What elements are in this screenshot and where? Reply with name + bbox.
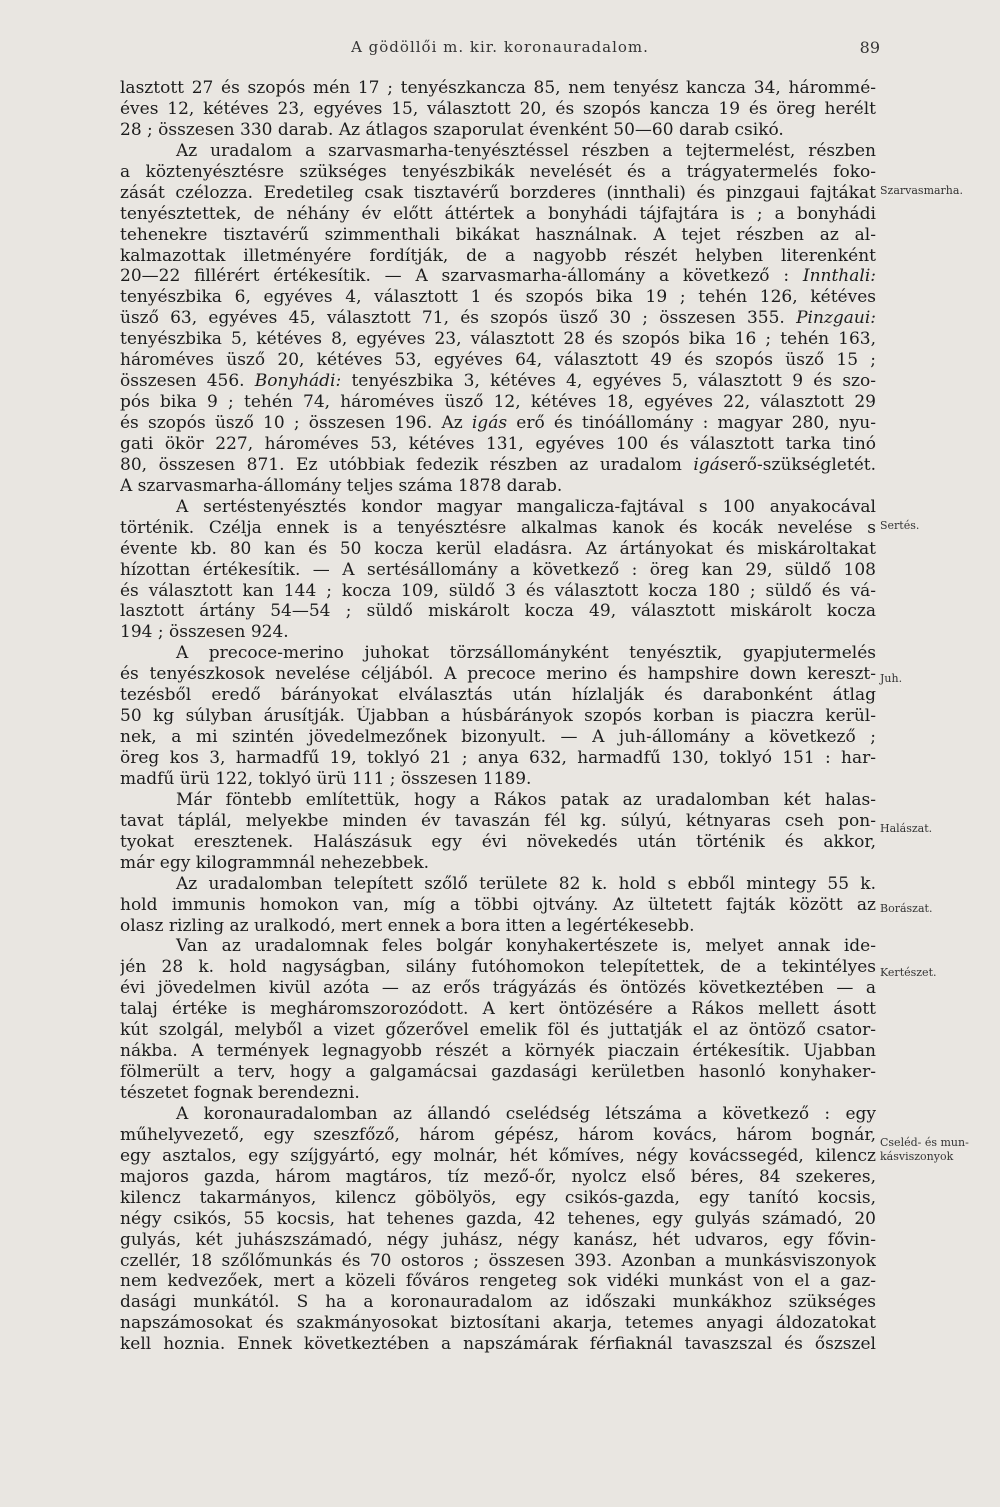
text-line: hároméves üsző 20, kétéves 53, egyéves 64, választott 49 és szopós üsző 15 ; xyxy=(120,350,876,371)
margin-note-munkasviszonyok: kásviszonyok xyxy=(880,1150,954,1163)
text-line: tyokat eresztenek. Halászásuk egy évi növekedés után történik és akkor, xyxy=(120,831,876,852)
text-line: A koronauradalomban az állandó cselédség létszáma a következő : egy xyxy=(176,1103,876,1124)
text-line: tészetet fognak berendezni. xyxy=(120,1083,360,1103)
text-line: gati ökör 227, hároméves 53, kétéves 131, egyéves 100 és választott tarka tinó xyxy=(120,433,876,454)
text-line: kalmazottak illetményére fordítják, de a nagyobb részét helyben literenként xyxy=(120,245,876,266)
text-line: összesen 456. Bonyhádi: tenyészbika 3, kétéves 4, egyéves 5, választott 9 és szo- xyxy=(120,371,876,392)
text-line: kút szolgál, melyből a vizet gőzerővel emelik föl és juttatják el az öntöző csator- xyxy=(120,1020,876,1041)
margin-note-kerteszet: Kertészet. xyxy=(880,966,937,979)
text-line: Már föntebb említettük, hogy a Rákos patak az uradalomban két halas- xyxy=(176,789,876,810)
text-line: hold immunis homokon van, míg a többi ojtvány. Az ültetett fajták között az xyxy=(120,894,876,915)
text-line: tezésből eredő bárányokat elválasztás után hízlalják és darabonként átlag xyxy=(120,685,876,706)
text-line: tavat táplál, melyekbe minden év tavaszán fél kg. súlyú, kétnyaras cseh pon- xyxy=(120,810,876,831)
text-line: A precoce-merino juhokat törzsállományként tenyésztik, gyapjutermelés xyxy=(176,643,876,664)
text-line: egy asztalos, egy szíjgyártó, egy molnár, hét kőmíves, négy kovácssegéd, kilencz xyxy=(120,1145,876,1166)
running-head xyxy=(120,38,880,60)
text-line: éves 12, kétéves 23, egyéves 15, választott 20, és szopós kancza 19 és öreg herélt xyxy=(120,98,876,119)
text-line: A szarvasmarha-állomány teljes száma 1878 darab. xyxy=(120,475,563,496)
text-line: nek, a mi szintén jövedelmezőnek bizonyult. — A juh-állomány a következő ; xyxy=(120,727,876,748)
text-line: tenyészbika 6, egyéves 4, választott 1 és szopós bika 19 ; tehén 126, kétéves xyxy=(120,287,876,308)
text-line: lasztott 27 és szopós mén 17 ; tenyészkancza 85, nem tenyész kancza 34, hárommé- xyxy=(120,78,876,98)
text-line: A sertéstenyésztés kondor magyar mangalicza-fajtával s 100 anyakocával xyxy=(176,496,876,517)
text-line: kell hoznia. Ennek következtében a napszámárak férfiaknál tavaszszal és őszszel xyxy=(120,1334,876,1355)
text-line: jén 28 k. hold nagyságban, silány futóhomokon telepítettek, de a tekintélyes xyxy=(120,957,876,978)
text-line: 80, összesen 871. Ez utóbbiak fedezik részben az uradalom igáserő-szükségletét. xyxy=(120,454,876,475)
text-line: gulyás, két juhászszámadó, négy juhász, négy kanász, hét udvaros, egy fővin- xyxy=(120,1229,876,1250)
body-text xyxy=(120,78,876,1355)
text-line: a köztenyésztésre szükséges tenyészbikák nevelését és a trágyatermelés foko- xyxy=(120,161,876,182)
text-line: és tenyészkosok nevelése céljából. A precoce merino és hampshire down kereszt- xyxy=(120,664,876,685)
margin-note-szarvasmarha: Szarvasmarha. xyxy=(880,184,963,197)
margin-note-boraszat: Borászat. xyxy=(880,902,933,915)
text-line: üsző 63, egyéves 45, választott 71, és szopós üsző 30 ; összesen 355. Pinzgaui: xyxy=(120,308,876,329)
text-line: nákba. A termények legnagyobb részét a környék piaczain értékesítik. Ujabban xyxy=(120,1041,876,1062)
text-line: évente kb. 80 kan és 50 kocza kerül eladásra. Az ártányokat és miskároltakat xyxy=(120,538,876,559)
text-line: kilencz takarmányos, kilencz göbölyös, egy csikós-gazda, egy tanító kocsis, xyxy=(120,1187,876,1208)
text-line: tenyészbika 5, kétéves 8, egyéves 23, választott 28 és szopós bika 16 ; tehén 163, xyxy=(120,329,876,350)
text-line: madfű ürü 122, toklyó ürü 111 ; összesen 1189. xyxy=(120,768,532,789)
text-line: és választott kan 144 ; kocza 109, süldő 3 és választott kocza 180 ; süldő és vá- xyxy=(120,580,876,601)
text-line: czellér, 18 szőlőmunkás és 70 ostoros ; összesen 393. Azonban a munkásviszonyok xyxy=(120,1250,876,1271)
text-line: öreg kos 3, harmadfű 19, toklyó 21 ; anya 632, harmadfű 130, toklyó 151 : har- xyxy=(120,748,876,768)
text-line: tehenekre tisztavérű szimmenthali bikákat használnak. A tejet részben az al- xyxy=(120,224,876,245)
text-line: pós bika 9 ; tehén 74, hároméves üsző 12, kétéves 18, egyéves 22, választott 29 xyxy=(120,392,876,413)
text-line: dasági munkától. S ha a koronauradalom az időszaki munkákhoz szükséges xyxy=(120,1292,876,1313)
text-line: évi jövedelmen kivül azóta — az erős trágyázás és öntözés következtében — a xyxy=(120,978,876,999)
margin-note-cseled: Cseléd- és mun- xyxy=(880,1136,969,1149)
text-line: hízottan értékesítik. — A sertésállomány a következő : öreg kan 29, süldő 108 xyxy=(120,559,876,580)
text-line: már egy kilogrammnál nehezebbek. xyxy=(120,852,430,873)
page-number: 89 xyxy=(859,38,880,57)
text-line: zását czélozza. Eredetileg csak tisztavérű borzderes (innthali) és pinzgaui fajtákat xyxy=(120,182,876,203)
margin-note-juh: Juh. xyxy=(880,672,903,685)
text-line: lasztott ártány 54—54 ; süldő miskárolt kocza 49, választott miskárolt kocza xyxy=(120,601,876,622)
text-line: és szopós üsző 10 ; összesen 196. Az igás erő és tinóállomány : magyar 280, nyu- xyxy=(120,413,876,433)
text-line: napszámosokat és szakmányosokat biztosítani akarja, tetemes anyagi áldozatokat xyxy=(120,1313,876,1334)
running-title: A gödöllői m. kir. koronauradalom. xyxy=(351,38,649,56)
text-line: tenyésztettek, de néhány év előtt áttértek a bonyhádi tájfajtára is ; a bonyhádi xyxy=(120,203,876,224)
margin-note-sertes: Sertés. xyxy=(880,519,920,532)
text-line: 194 ; összesen 924. xyxy=(120,622,289,643)
text-line: Az uradalom a szarvasmarha-tenyésztéssel részben a tejtermelést, részben xyxy=(176,140,876,161)
text-line: történik. Czélja ennek is a tenyésztésre alkalmas kanok és kocák nevelése s xyxy=(120,517,876,538)
text-line: olasz rizling az uralkodó, mert ennek a bora itten a legértékesebb. xyxy=(120,915,695,936)
text-line: nem kedvezőek, mert a közeli főváros rengeteg sok vidéki munkást von el a gaz- xyxy=(120,1271,876,1292)
text-line: 20—22 fillérért értékesítik. — A szarvasmarha-állomány a következő : Innthali: xyxy=(120,266,876,287)
text-line: négy csikós, 55 kocsis, hat tehenes gazda, 42 tehenes, egy gulyás számadó, 20 xyxy=(120,1208,876,1229)
text-line: 28 ; összesen 330 darab. Az átlagos szaporulat évenként 50—60 darab csikó. xyxy=(120,119,784,140)
margin-note-halaszat: Halászat. xyxy=(880,822,933,835)
text-line: műhelyvezető, egy szeszfőző, három gépész, három kovács, három bognár, xyxy=(120,1124,876,1145)
text-line: 50 kg súlyban árusítják. Újabban a húsbárányok szopós korban is piaczra kerül- xyxy=(120,706,876,727)
text-line: majoros gazda, három magtáros, tíz mező-őr, nyolcz első béres, 84 szekeres, xyxy=(120,1166,876,1187)
text-line: Van az uradalomnak feles bolgár konyhakertészete is, melyet annak ide- xyxy=(176,936,876,957)
text-line: talaj értéke is megháromszorozódott. A kert öntözésére a Rákos mellett ásott xyxy=(120,999,876,1020)
text-line: Az uradalomban telepített szőlő területe 82 k. hold s ebből mintegy 55 k. xyxy=(176,873,876,894)
text-line: fölmerült a terv, hogy a galgamácsai gazdasági kerületben hasonló konyhaker- xyxy=(120,1062,876,1083)
